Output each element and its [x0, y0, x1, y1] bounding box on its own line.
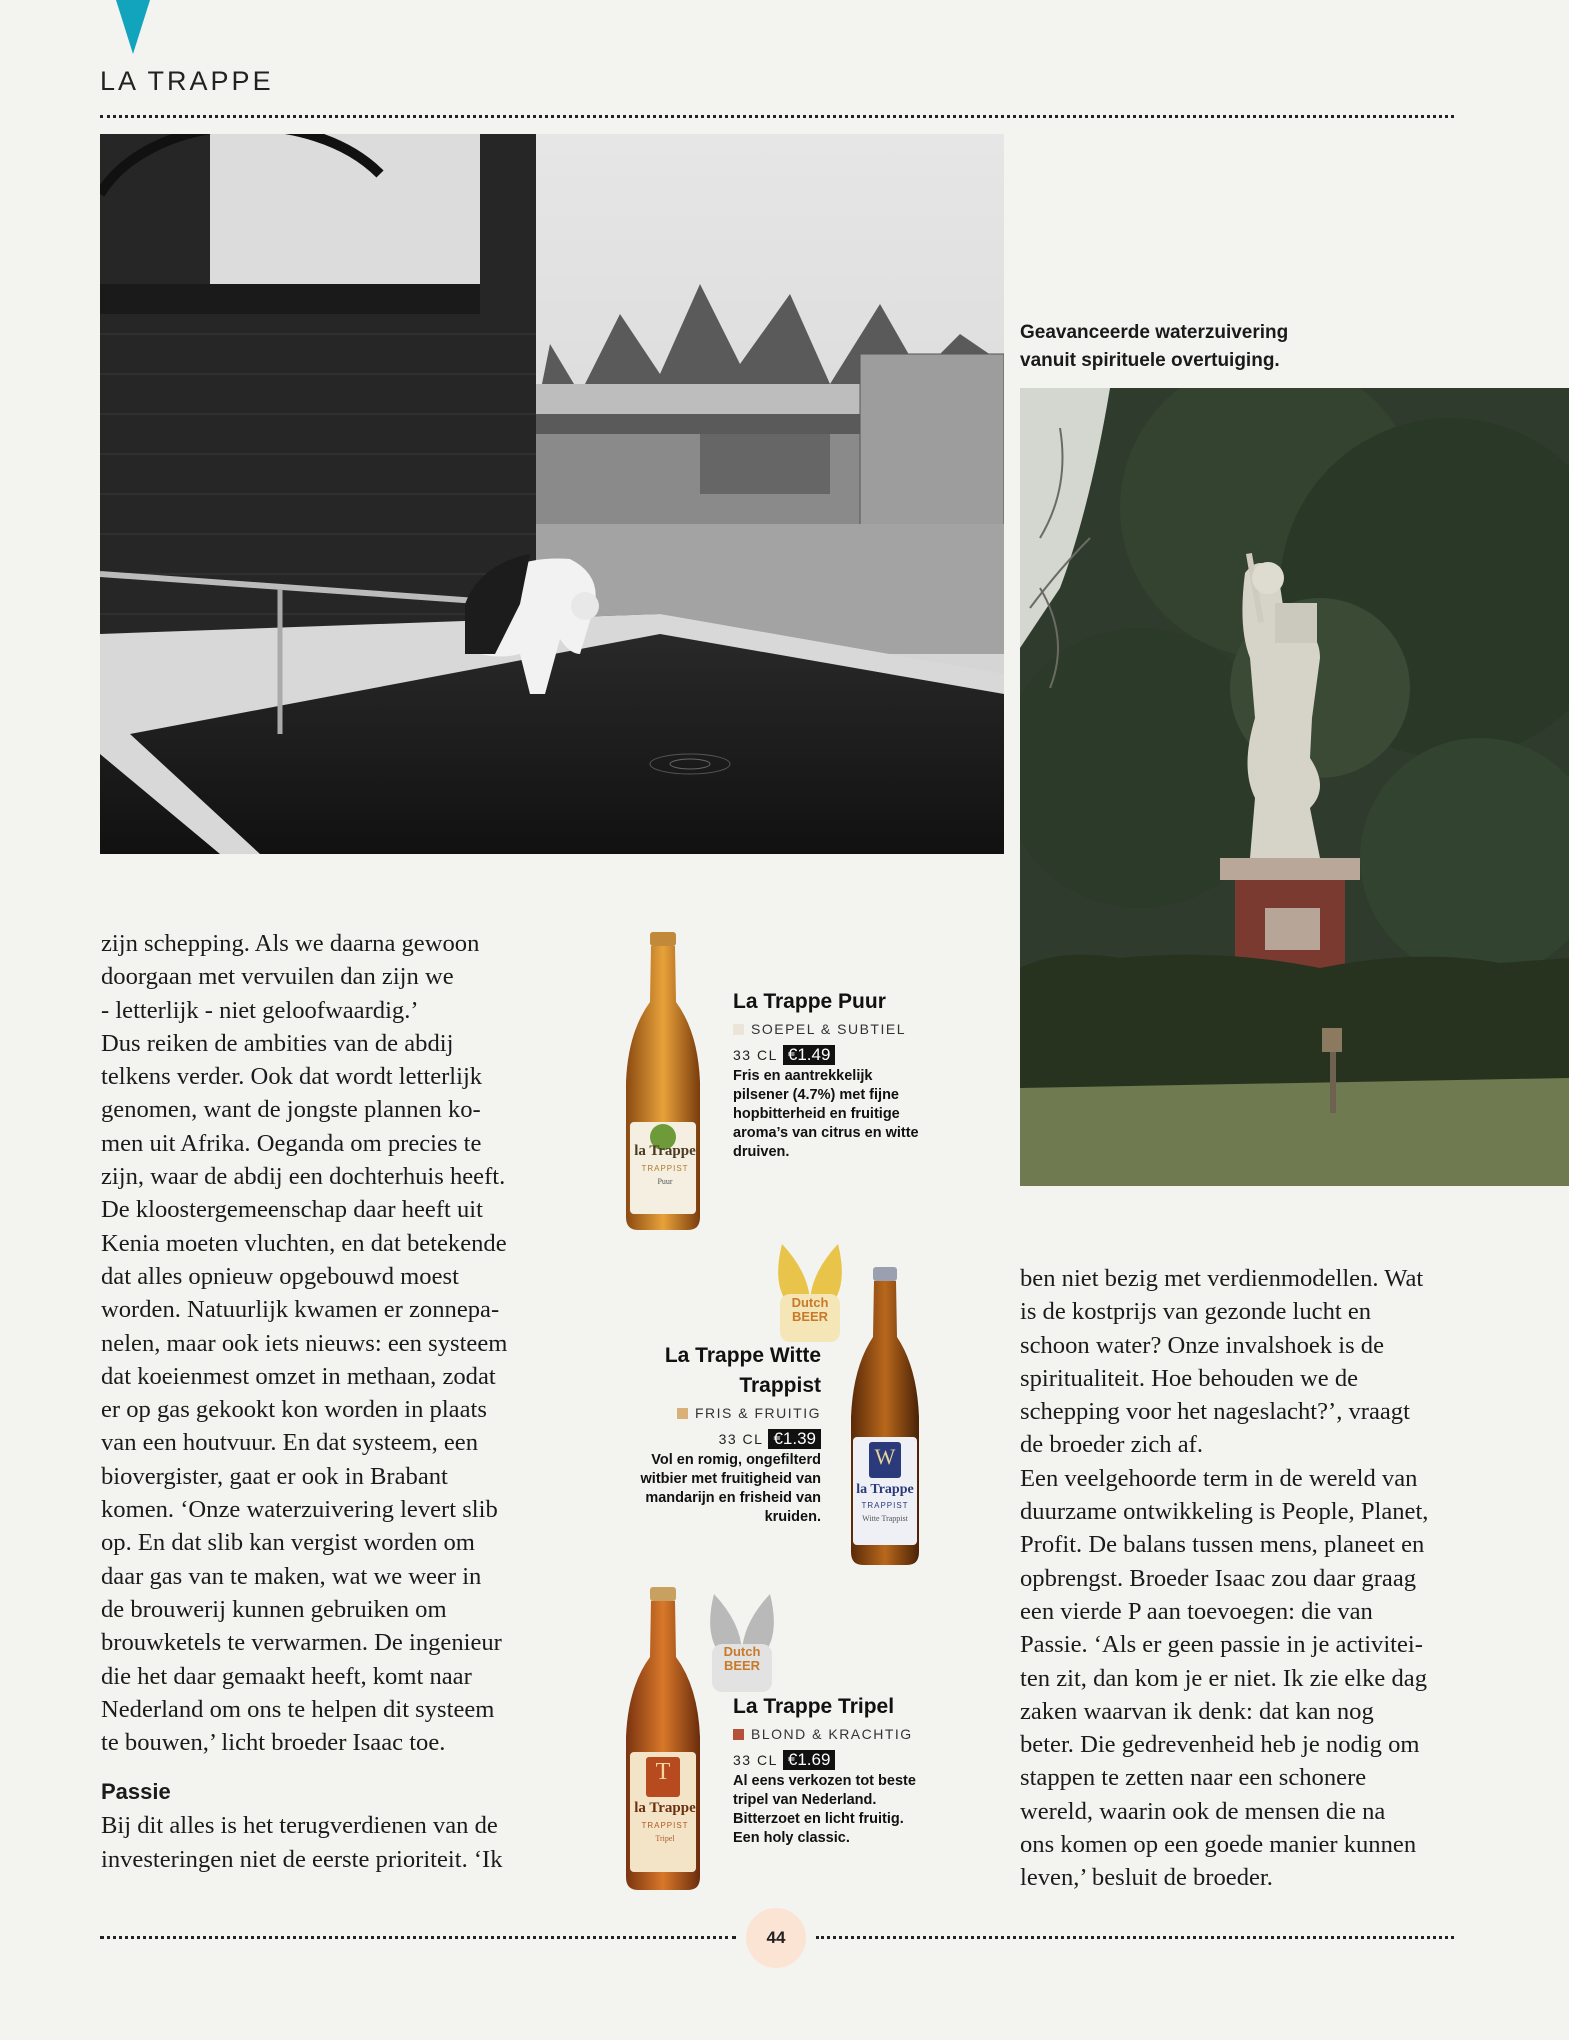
body-line: dat koeienmest omzet in methaan, zodat — [101, 1362, 496, 1390]
body-line: men uit Afrika. Oeganda om precies te — [101, 1129, 482, 1157]
body-line: een vierde P aan toevoegen: die van — [1020, 1597, 1373, 1625]
beer-info-witte-trappist — [560, 1341, 821, 1527]
beer-info-tripel — [733, 1692, 983, 1848]
section-marker-triangle — [116, 0, 150, 54]
body-line: schoon water? Onze invalshoek is de — [1020, 1331, 1385, 1359]
body-line: er op gas gekookt kon worden in plaats — [101, 1396, 487, 1424]
caption-line-1: Geavanceerde waterzuivering — [1020, 322, 1289, 343]
beer-description — [733, 1067, 983, 1162]
tagline-text: SOEPEL & SUBTIEL — [751, 1021, 906, 1037]
beer-name: La Trappe Tripel — [733, 1695, 895, 1718]
body-line: worden. Natuurlijk kwamen er zonnepa- — [101, 1296, 500, 1324]
page-number: 44 — [746, 1908, 806, 1968]
body-line: komen. ‘Onze waterzuivering levert slib — [101, 1496, 498, 1524]
desc-line: Vol en romig, ongefilterd — [651, 1452, 821, 1468]
body-line: dat alles opnieuw opgebouwd moest — [101, 1262, 459, 1290]
body-line: zaken waarvan ik denk: dat kan nog — [1020, 1697, 1374, 1725]
tagline-swatch — [733, 1024, 744, 1035]
body-line: van een houtvuur. En dat systeem, een — [101, 1429, 478, 1457]
bottle-label-variant-puur: Puur — [657, 1177, 673, 1186]
desc-line: kruiden. — [764, 1509, 821, 1525]
desc-line: Fris en aantrekkelijk — [733, 1068, 873, 1084]
tagline-text: BLOND & KRACHTIG — [751, 1726, 913, 1742]
beer-name-line-1: La Trappe Witte — [664, 1344, 821, 1367]
body-line: ten zit, dan kom je er niet. Ik zie elke dag — [1020, 1664, 1427, 1692]
award-medal-gold — [772, 1244, 848, 1344]
bottle-label-brand-witte: la Trappe — [856, 1482, 914, 1497]
desc-line: Een holy classic. — [733, 1830, 850, 1846]
beer-tagline — [733, 1726, 983, 1742]
bottle-label-brand-puur: la Trappe — [634, 1143, 696, 1159]
desc-line: druiven. — [733, 1144, 790, 1160]
body-line: Kenia moeten vluchten, en dat betekende — [101, 1229, 507, 1257]
body-line: - letterlijk - niet geloofwaardig.’ — [101, 996, 419, 1024]
body-line: doorgaan met vervuilen dan zijn we — [101, 963, 454, 991]
body-line: Profit. De balans tussen mens, planeet en — [1020, 1531, 1425, 1559]
beer-size-price — [733, 1045, 983, 1065]
body-line: zijn schepping. Als we daarna gewoon — [101, 930, 480, 957]
bottle-label-variant-witte: Witte Trappist — [862, 1514, 908, 1523]
body-line: genomen, want de jongste plannen ko- — [101, 1096, 481, 1124]
body-line: leven,’ besluit de broeder. — [1020, 1864, 1273, 1892]
bottle-label-brand-tripel: la Trappe — [634, 1800, 696, 1816]
bottle-label-sub-puur: TRAPPIST — [641, 1164, 689, 1173]
body-line: Dus reiken de ambities van de abdij — [101, 1029, 454, 1057]
body-line: Een veelgehoorde term in de wereld van — [1020, 1464, 1418, 1492]
body-line: is de kostprijs van gezonde lucht en — [1020, 1298, 1372, 1326]
body-line: ons komen op een goede manier kunnen — [1020, 1831, 1417, 1859]
body-line: ben niet bezig met verdienmodellen. Wat — [1020, 1265, 1424, 1292]
body-line: telkens verder. Ook dat wordt letterlijk — [101, 1063, 483, 1091]
photo-caption — [1020, 319, 1360, 375]
section-heading-passie: Passie — [101, 1779, 171, 1805]
body-line: wereld, waarin ook de mensen die na — [1020, 1797, 1386, 1825]
bottle-emblem-witte: W — [874, 1444, 896, 1469]
body-line: duurzame ontwikkeling is People, Planet, — [1020, 1498, 1429, 1526]
body-line: op. En dat slib kan vergist worden om — [101, 1529, 475, 1557]
header-divider — [100, 115, 1454, 118]
award-text-gold: Dutch BEER — [791, 1295, 829, 1324]
desc-line: pilsener (4.7%) met fijne — [733, 1087, 899, 1103]
desc-line: mandarijn en frisheid van — [645, 1490, 821, 1506]
desc-line: Bitterzoet en licht fruitig. — [733, 1811, 904, 1827]
statue-photo — [1020, 388, 1569, 1186]
beer-bottle-tripel — [618, 1587, 708, 1892]
beer-name-line-2: Trappist — [739, 1374, 821, 1397]
beer-description — [733, 1772, 983, 1848]
body-line: te bouwen,’ licht broeder Isaac toe. — [101, 1729, 446, 1757]
body-line: beter. Die gedrevenheid heb je nodig om — [1020, 1731, 1420, 1759]
bottle-label-sub-witte: TRAPPIST — [861, 1501, 909, 1510]
beer-size: 33 CL — [718, 1431, 764, 1447]
desc-line: tripel van Nederland. — [733, 1792, 877, 1808]
beer-size: 33 CL — [733, 1752, 778, 1768]
body-line: Bij dit alles is het terugverdienen van de — [101, 1812, 498, 1840]
tagline-text: FRIS & FRUITIG — [695, 1405, 821, 1421]
footer-divider-left — [100, 1936, 736, 1939]
tagline-swatch — [733, 1729, 744, 1740]
body-line: Passie. ‘Als er geen passie in je activitei- — [1020, 1631, 1423, 1659]
section-title: LA TRAPPE — [100, 66, 274, 96]
footer-divider-right — [816, 1936, 1454, 1939]
beer-price: €1.69 — [783, 1750, 836, 1770]
body-line: de broeder zich af. — [1020, 1431, 1203, 1459]
caption-line-2: vanuit spirituele overtuiging. — [1020, 350, 1280, 371]
tagline-swatch — [677, 1408, 688, 1419]
bottle-label-variant-tripel: Tripel — [655, 1834, 675, 1843]
body-line: opbrengst. Broeder Isaac zou daar graag — [1020, 1564, 1417, 1592]
beer-size-price — [560, 1429, 821, 1449]
desc-line: hopbitterheid en fruitige — [733, 1106, 900, 1122]
body-text-left-column — [101, 927, 561, 1876]
beer-bottle-puur — [618, 932, 708, 1232]
body-line: nelen, maar ook iets nieuws: een systeem — [101, 1329, 508, 1357]
body-line: brouwketels te verwarmen. De ingenieur — [101, 1629, 502, 1657]
beer-size-price — [733, 1750, 983, 1770]
award-text-silver: Dutch BEER — [723, 1644, 761, 1673]
beer-description — [560, 1451, 821, 1527]
beer-size: 33 CL — [733, 1047, 778, 1063]
beer-price: €1.49 — [783, 1045, 836, 1065]
body-line: biovergister, gaat er ook in Brabant — [101, 1462, 448, 1490]
body-text-right-column — [1020, 1262, 1480, 1895]
body-line: zijn, waar de abdij een dochterhuis heeft. — [101, 1163, 506, 1191]
beer-tagline — [560, 1405, 821, 1421]
body-line: die het daar gemaakt heeft, komt naar — [101, 1662, 472, 1690]
beer-info-puur — [733, 987, 983, 1162]
body-line: Nederland om ons te helpen dit systeem — [101, 1695, 495, 1723]
beer-name: La Trappe Puur — [733, 990, 886, 1013]
bottle-label-sub-tripel: TRAPPIST — [641, 1821, 689, 1830]
body-line: de brouwerij kunnen gebruiken om — [101, 1595, 447, 1623]
body-line: spiritualiteit. Hoe behouden we de — [1020, 1364, 1359, 1392]
bottle-emblem-tripel: T — [655, 1759, 671, 1785]
monk-water-photo — [100, 134, 1004, 854]
body-line: De kloostergemeenschap daar heeft uit — [101, 1196, 483, 1224]
body-line: stappen te zetten naar een schonere — [1020, 1764, 1367, 1792]
beer-price: €1.39 — [768, 1429, 821, 1449]
body-line: daar gas van te maken, wat we weer in — [101, 1562, 482, 1590]
desc-line: aroma’s van citrus en witte — [733, 1125, 919, 1141]
beer-tagline — [733, 1021, 983, 1037]
desc-line: Al eens verkozen tot beste — [733, 1773, 916, 1789]
body-line: investeringen niet de eerste prioriteit. ‘Ik — [101, 1845, 503, 1873]
body-line: schepping voor het nageslacht?’, vraagt — [1020, 1398, 1410, 1426]
desc-line: witbier met fruitigheid van — [640, 1471, 821, 1487]
